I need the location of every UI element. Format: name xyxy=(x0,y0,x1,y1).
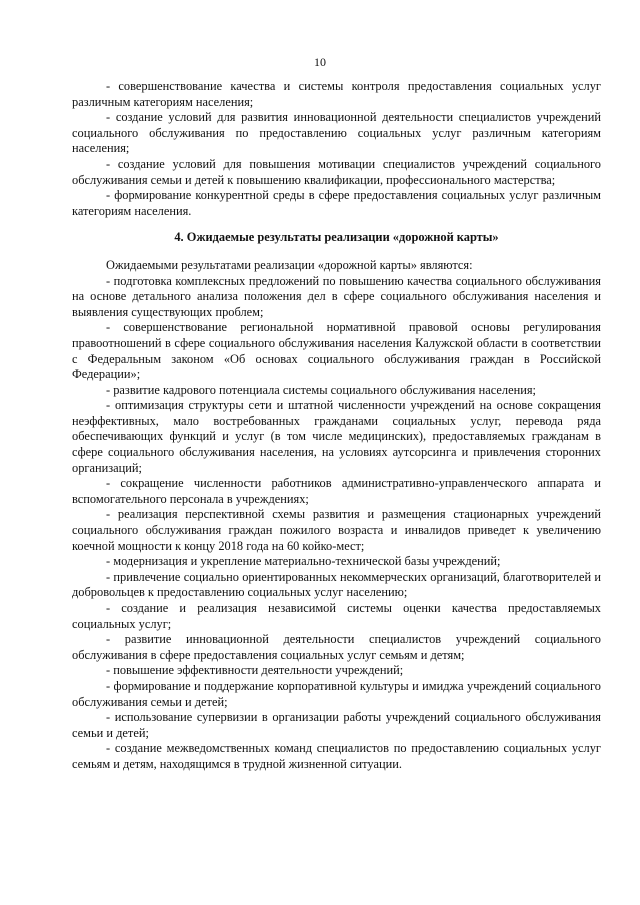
section-intro: Ожидаемыми результатами реализации «дорожной карты» являются: xyxy=(106,257,473,272)
list-item: - оптимизация структуры сети и штатной численности учреждений на основе сокращения неэффективных, мало востребованных гражданами социальных услуг, перевода ряда обеспечивающих функций и услуг (в том числе медицинских), предоставляемых гражданам в сфере социального обслуживания населения, на условиях аутсорсинга и привлечения сторонних организаций; xyxy=(72,398,601,475)
list-item: - развитие кадрового потенциала системы социального обслуживания населения; xyxy=(106,382,536,397)
list-item: - совершенствование качества и системы контроля предоставления социальных услуг различным категориям населения; xyxy=(72,79,601,109)
list-item: - создание условий для повышения мотивации специалистов учреждений социального обслуживания семьи и детей к повышению квалификации, профессионального мастерства; xyxy=(72,156,601,187)
list-item: - совершенствование региональной нормативной правовой основы регулирования правоотношений в сфере социального обслуживания населения Калужской области в соответствии с Федеральным законом «Об основах социального обслуживания граждан в Российской Федерации»; xyxy=(72,320,601,382)
list-item: - подготовка комплексных предложений по повышению качества социального обслуживания на основе детального анализа положения дел в сфере социального обслуживания населения и выявления существующих проблем; xyxy=(72,273,601,319)
list-item: - формирование и поддержание корпоративной культуры и имиджа учреждений социального обслуживания семьи и детей; xyxy=(72,678,601,709)
list-item: - использование супервизии в организации работы учреждений социального обслуживания семьи и детей; xyxy=(72,710,601,740)
list-item: - реализация перспективной схемы развития и размещения стационарных учреждений социального обслуживания граждан пожилого возраста и инвалидов приведет к увеличению коечной мощности к концу 2018 года на 60 койко-мест; xyxy=(72,507,601,553)
list-item: - создание межведомственных команд специалистов по предоставлению социальных услуг семьям и детям, находящимся в трудной жизненной ситуации. xyxy=(72,741,601,771)
list-item: - повышение эффективности деятельности учреждений; xyxy=(106,663,404,678)
section-heading: 4. Ожидаемые результаты реализации «дорожной карты» xyxy=(174,230,499,245)
document-body xyxy=(72,79,601,773)
list-item: - привлечение социально ориентированных некоммерческих организаций, благотворителей и добровольцев к предоставлению социальных услуг населению; xyxy=(72,569,601,600)
list-item: - развитие инновационной деятельности специалистов учреждений социального обслуживания в сфере предоставления социальных услуг семьям и детям; xyxy=(72,632,601,662)
list-item: - формирование конкурентной среды в сфере предоставления социальных услуг различным категориям населения. xyxy=(72,188,601,218)
list-item: - создание условий для развития инновационной деятельности специалистов учреждений социального обслуживания по предоставлению социальных услуг различным категориям населения; xyxy=(72,110,601,156)
list-item: - сокращение численности работников административно-управленческого аппарата и вспомогательного персонала в учреждениях; xyxy=(72,476,601,506)
list-item: - создание и реализация независимой системы оценки качества предоставляемых социальных услуг; xyxy=(72,601,601,631)
list-item: - модернизация и укрепление материально-технической базы учреждений; xyxy=(106,554,501,569)
page-number: 10 xyxy=(314,55,326,69)
